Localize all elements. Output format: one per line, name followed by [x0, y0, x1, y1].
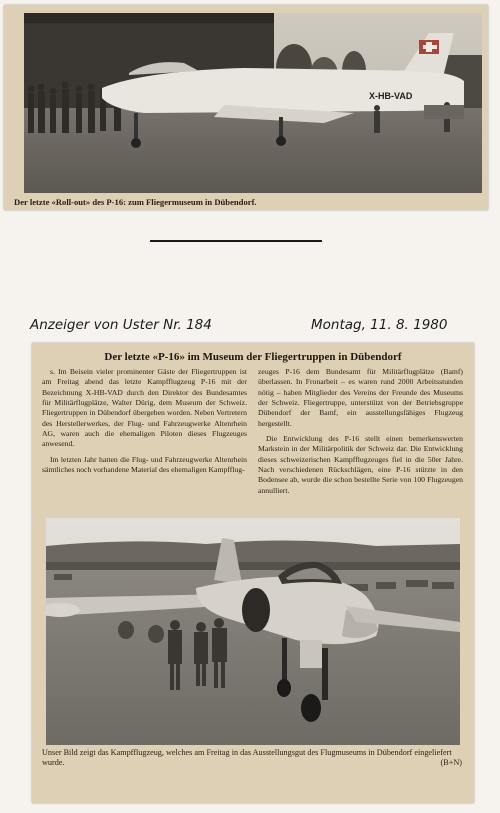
separator-line [150, 240, 322, 242]
article-column-left [42, 367, 247, 480]
article-headline: Der letzte «P-16» im Museum der Fliegertruppen in Dübendorf [104, 351, 402, 363]
article-paragraph: Im letzten Jahr hatten die Flug- und Fahrzeugwerke Altenrhein sämtliches noch vorhandene Material des ehemaligen Kampfflug- [42, 454, 247, 475]
photo-caption-text: Unser Bild zeigt das Kampfflugzeug, welches am Freitag in das Ausstellungsgut des Flugmuseums in Dübendorf eingeliefert wurde. [42, 748, 452, 768]
aircraft-photo-drawing [46, 518, 460, 745]
newspaper-source: Anzeiger von Uster Nr. 184 [30, 317, 212, 333]
rollout-photo-drawing [24, 13, 482, 193]
aircraft-photo-caption [42, 748, 462, 769]
aircraft-registration: X-HB-VAD [369, 91, 413, 101]
article-paragraph: zeuges P-16 dem Bundesamt für Militärflugplätze (Bamf) überlassen. In Fronarbeit – es waren rund 2000 Arbeitsstunden nötig – haben Mitglieder des Vereins der Freunde des Museums der Schweiz. Fliegertruppe, unterstützt von der Betriebsgruppe Dübendorf der Bamf, ein ausstellungsfähiges Flugzeug hergestellt. [258, 367, 463, 428]
article-paragraph: s. Im Beisein vieler prominenter Gäste der Fliegertruppen ist am Freitag abend das letzte Kampfflugzeug P-16 mit der Bezeichnung X-HB-VAD durch den Direktor des Bundesamtes für Militärflugplätze, Walter Dürig, dem Museum der Schweiz. Fliegertruppen in Dübendorf übergeben worden. Neben Vertretern des Herstellerwerkes, der Flug- und Fahrzeugwerke Altenrhein AG, waren auch die ehemaligen Piloten dieses Flugzeuges anwesend. [42, 367, 247, 449]
aircraft-photo [46, 518, 460, 745]
newspaper-date: Montag, 11. 8. 1980 [311, 317, 448, 333]
photo-credit: (B+N) [440, 758, 462, 768]
top-clipping [4, 5, 488, 210]
article-clipping [32, 343, 474, 803]
top-photo-caption: Der letzte «Roll-out» des P-16: zum Fliegermuseum in Dübendorf. [14, 197, 257, 207]
article-column-right [258, 367, 463, 501]
article-paragraph: Die Entwicklung des P-16 stellt einen bemerkenswerten Markstein in der Militärpolitik der Schweiz dar. Die Entwicklung dieses schweizerischen Kampfflugzeuges fiel in die 50er Jahre. Nach verschiedenen Rückschlägen, eine P-16 stürzte in den Bodensee ab, wurde die schon bestellte Serie von 100 Flugzeugen annulliert. [258, 434, 463, 495]
rollout-photo [24, 13, 482, 193]
